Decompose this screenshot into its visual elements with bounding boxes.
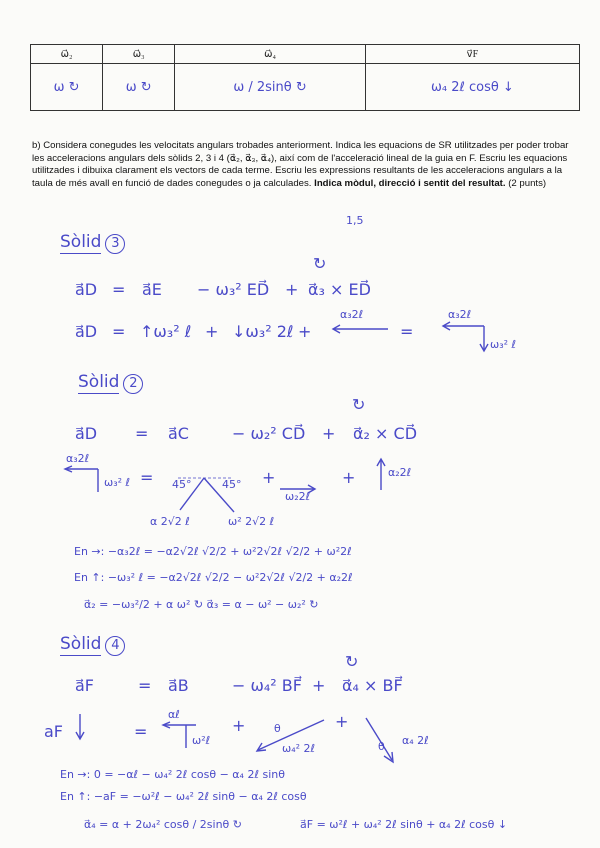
s2-eq-horizontal: En →: −α₃2ℓ = −α2√2ℓ √2/2 + ω²2√2ℓ √2/2 + ω²2ℓ bbox=[74, 545, 352, 558]
rotation-icon: ↻ bbox=[352, 395, 366, 414]
solid2-number: 2 bbox=[123, 374, 143, 394]
s2-label-alpha: α 2√2 ℓ bbox=[150, 515, 190, 528]
value-vF: ω₄ 2ℓ cosθ ↓ bbox=[430, 79, 514, 95]
s3-result-vectors bbox=[440, 322, 490, 352]
s2-result: α⃗₂ = −ω₃²/2 + α ω² ↻ α⃗₃ = α − ω² − ω₂² ↻ bbox=[84, 598, 319, 611]
solid3-number: 3 bbox=[105, 234, 125, 254]
question-statement bbox=[32, 140, 572, 190]
s4-eq-horizontal: En →: 0 = −αℓ − ω₄² 2ℓ cosθ − α₄ 2ℓ sinθ bbox=[60, 768, 285, 781]
s3-alpha-label: α₃2ℓ bbox=[340, 308, 364, 321]
table-header-row bbox=[31, 45, 580, 64]
s3-centripetal: − ω₃² ED⃗ bbox=[197, 280, 270, 299]
s4-tangential: α⃗₄ × BF⃗ bbox=[342, 676, 403, 695]
s2-eq-vertical: En ↑: −ω₃² ℓ = −α2√2ℓ √2/2 − ω²2√2ℓ √2/2 + α₂2ℓ bbox=[74, 571, 353, 584]
statement-text: b) Considera conegudes les velocitats angulars trobades anteriorment. Indica les equacions de SR utilitzades per poder trobar les acceleracions angulars dels sòlids 2, 3 i 4 (α⃗₂, α⃗₃, α⃗₄), així com de l'acceleració lineal de la guia en F. Escriu les equacions utilitzades i dibuixa clarament els vectors de cada terme. Escriu les expressions resultants de les acceleracions angulars a la taula de més avall en funció de dades conegudes o ja calculades. bbox=[32, 140, 569, 189]
s3-term-down: ↓ω₃² 2ℓ bbox=[232, 322, 294, 341]
solid2-title: Sòlid 2 bbox=[78, 372, 143, 394]
s3-result-omega: ω₃² ℓ bbox=[490, 338, 517, 351]
s3-left-arrow bbox=[330, 324, 390, 334]
s3-aD: a⃗D bbox=[75, 280, 98, 299]
statement-points: (2 punts) bbox=[508, 177, 547, 189]
s3-tangential: α⃗₃ × ED⃗ bbox=[308, 280, 371, 299]
s3-term-up: ↑ω₃² ℓ bbox=[140, 322, 192, 341]
s2-tangential: α⃗₂ × CD⃗ bbox=[353, 424, 418, 443]
value-omega3: ω ↻ bbox=[125, 79, 152, 95]
rotation-icon: ↻ bbox=[345, 652, 359, 671]
value-omega4: ω / 2sinθ ↻ bbox=[233, 79, 307, 95]
s2-label-omega: ω² 2√2 ℓ bbox=[228, 515, 275, 528]
header-vF: v⃗F bbox=[365, 45, 579, 64]
rotation-icon: ↻ bbox=[313, 254, 327, 273]
results-table bbox=[30, 44, 580, 111]
s4-result-aF: a⃗F = ω²ℓ + ω₄² 2ℓ sinθ + α₄ 2ℓ cosθ ↓ bbox=[300, 818, 508, 831]
header-omega4: ω⃗₄ bbox=[175, 45, 366, 64]
header-omega3: ω⃗₃ bbox=[103, 45, 175, 64]
value-omega2: ω ↻ bbox=[53, 79, 80, 95]
s2-aC: a⃗C bbox=[168, 424, 189, 443]
s4-aB: a⃗B bbox=[168, 676, 189, 695]
s4-aF-arrow bbox=[75, 712, 85, 742]
solid4-number: 4 bbox=[105, 636, 125, 656]
s3-result-alpha: α₃2ℓ bbox=[448, 308, 472, 321]
solid3-title: Sòlid 3 bbox=[60, 232, 125, 254]
s4-result-alpha4: α⃗₄ = α + 2ω₄² cosθ / 2sinθ ↻ bbox=[84, 818, 242, 831]
header-omega2: ω⃗₂ bbox=[31, 45, 103, 64]
s3-aE: a⃗E bbox=[142, 280, 162, 299]
s4-eq-vertical: En ↑: −aF = −ω²ℓ − ω₄² 2ℓ sinθ − α₄ 2ℓ cosθ bbox=[60, 790, 307, 803]
s2-left-vectors bbox=[62, 466, 102, 496]
s2-centripetal: − ω₂² CD⃗ bbox=[232, 424, 306, 443]
grade-mark: 1,5 bbox=[346, 214, 364, 227]
solid4-title: Sòlid 4 bbox=[60, 634, 125, 656]
s4-centripetal: − ω₄² BF⃗ bbox=[232, 676, 302, 695]
table-value-row bbox=[31, 64, 580, 111]
statement-bold: Indica mòdul, direcció i sentit del resultat. bbox=[314, 177, 506, 189]
s2-up-arrow bbox=[376, 458, 386, 492]
